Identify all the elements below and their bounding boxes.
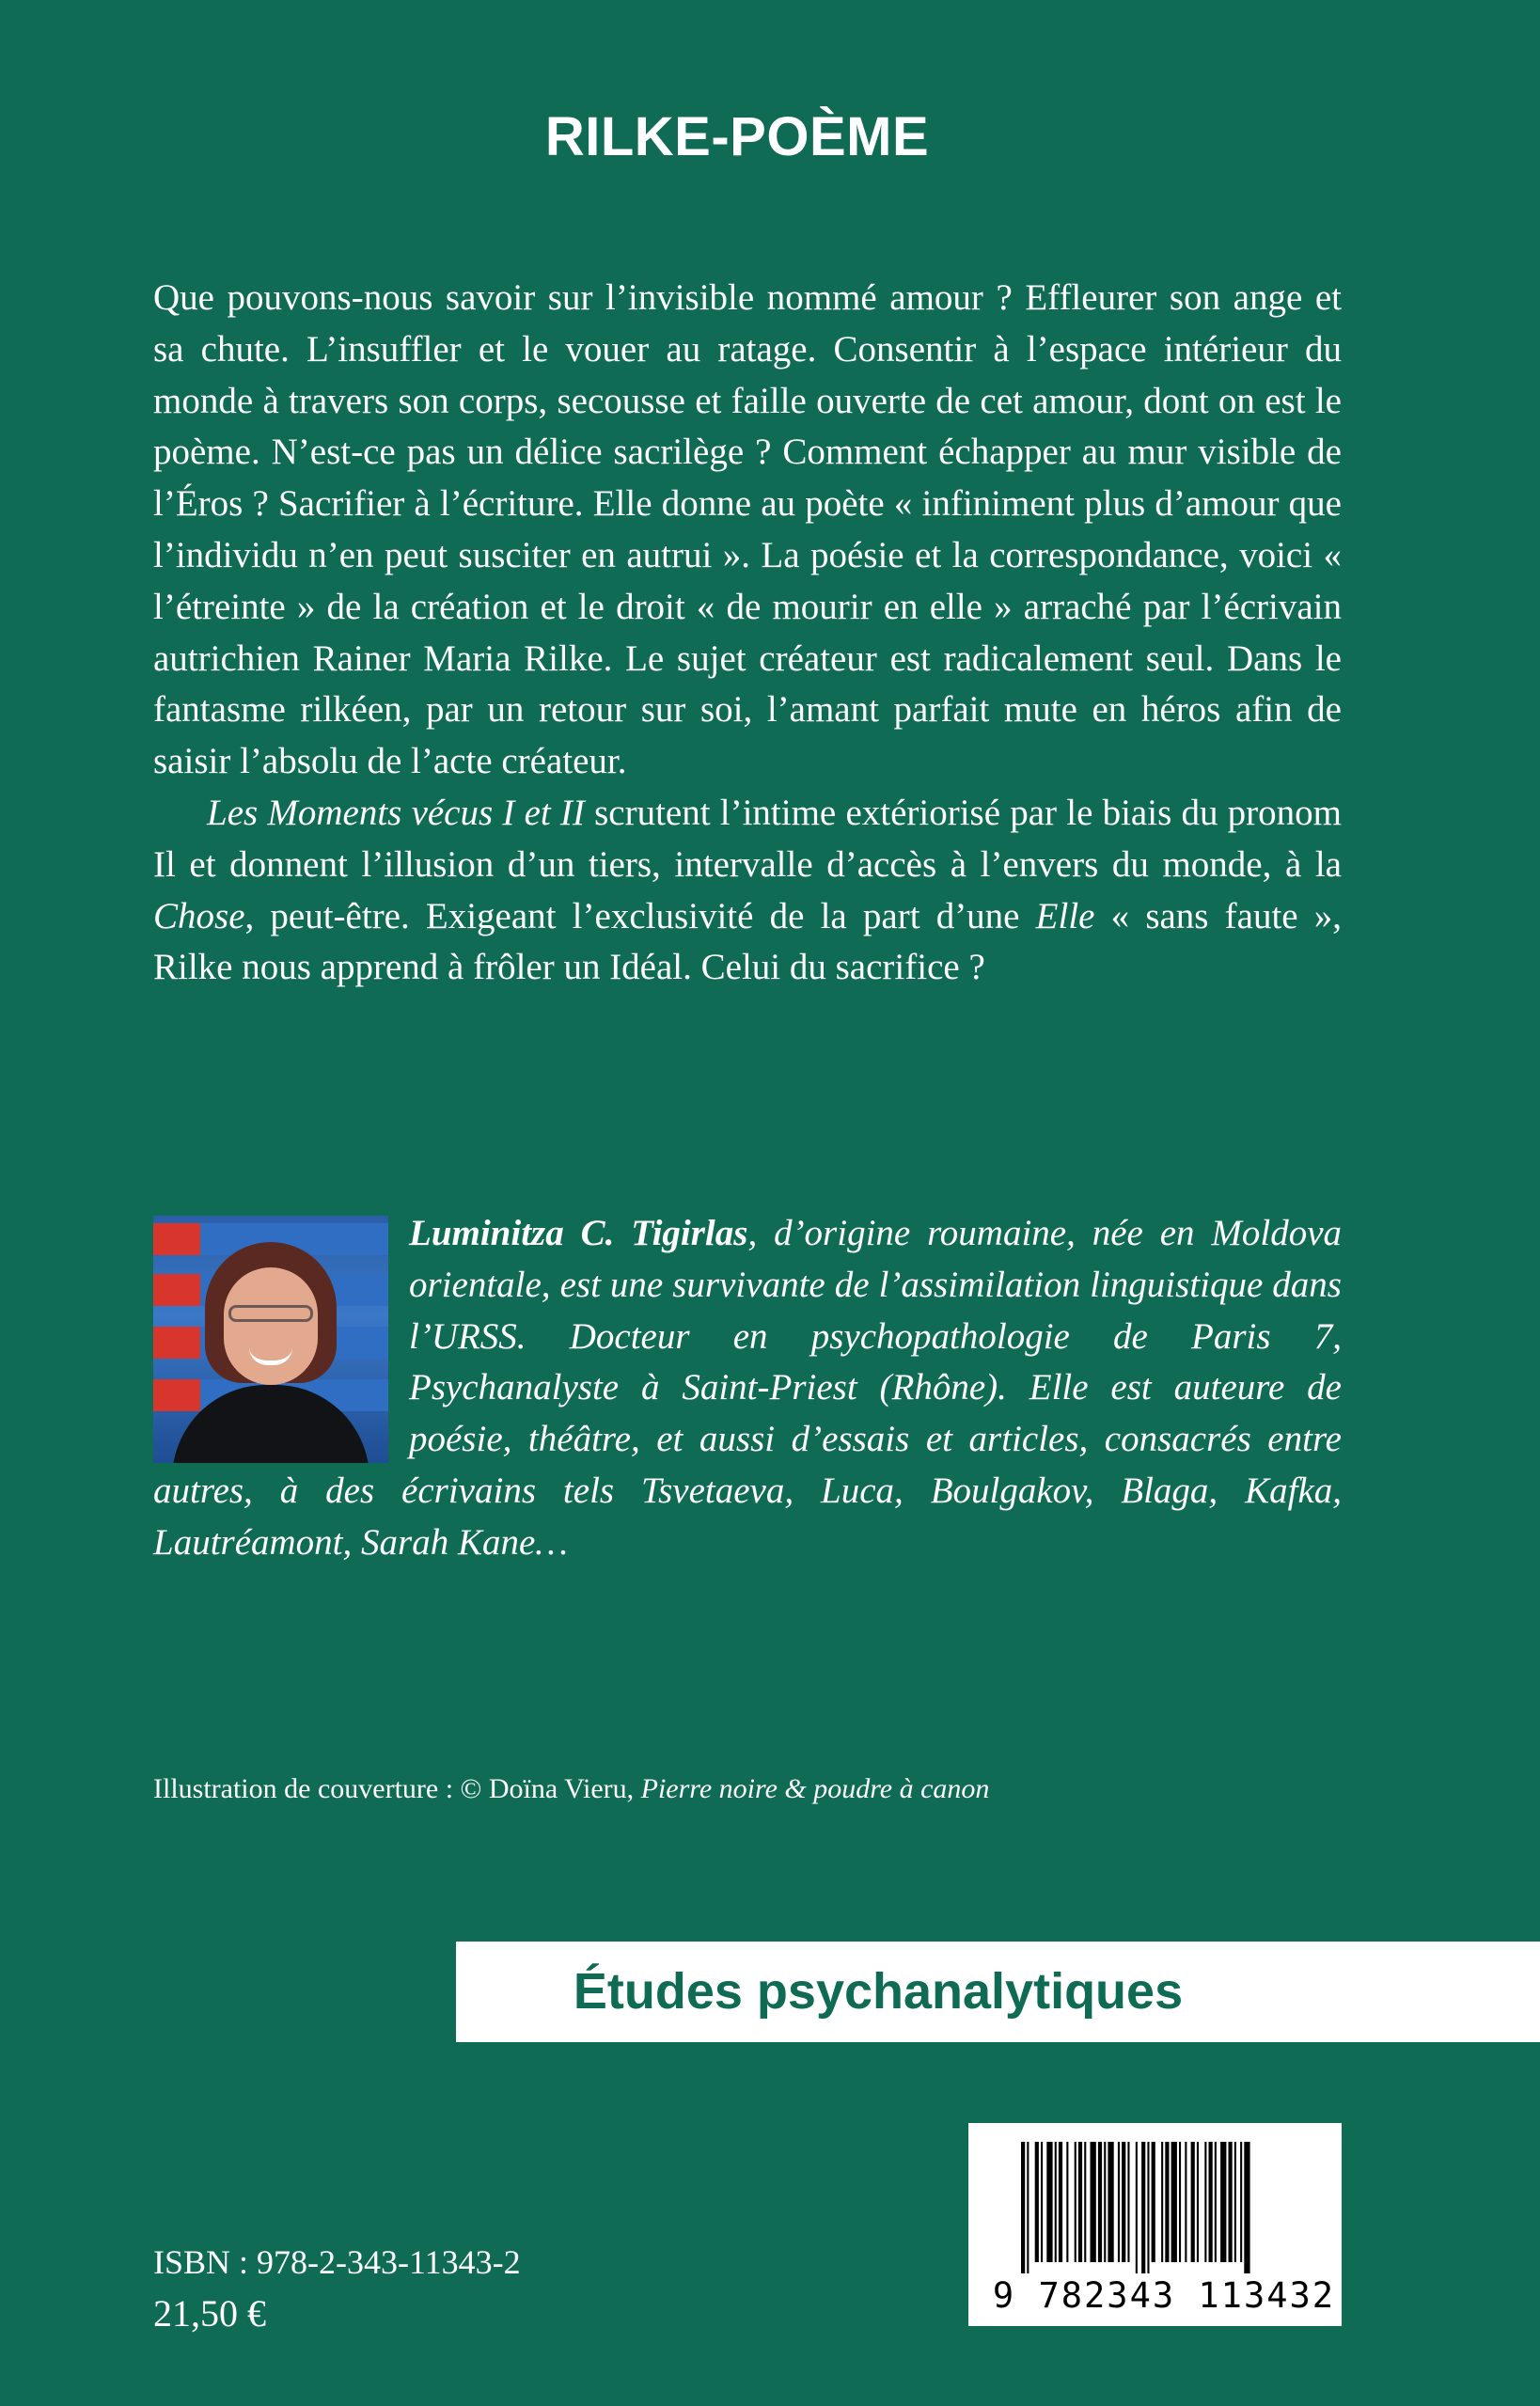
blurb-paragraph-1: Que pouvons-nous savoir sur l’invisible nommé amour ? Effleurer son ange et sa chute. L’insuffler et le vouer au ratage. Consentir à l’espace intérieur du monde à travers son corps, secousse et faille ouverte de cet amour, dont on est le poème. N’est-ce pas un délice sacrilège ? Comment échapper au mur visible de l’Éros ? Sacrifier à l’écriture. Elle donne au poète « infiniment plus d’amour que l’individu n’en peut susciter en autrui ». La poésie et la correspondance, voici « l’étreinte » de la création et le droit « de mourir en elle » arraché par l’écrivain autrichien Rainer Maria Rilke. Le sujet créateur est radicalement seul. Dans le fantasme rilkéen, par un retour sur soi, l’amant parfait mute en héros afin de saisir l’absolu de l’acte créateur. [153, 277, 1342, 782]
author-name: Luminitza C. Tigirlas [409, 1213, 748, 1253]
italic-elle: Elle [1035, 895, 1095, 936]
author-photo [153, 1216, 388, 1463]
author-bio: , d’origine roumaine, née en Moldova orientale, est une survivante de l’assimilation linguistique dans l’URSS. Docteur en psychopathologie de Paris 7, Psychanalyste à Saint-Priest (Rhône). Elle est auteure de poésie, théâtre, et aussi d’essais et articles, consacrés entre autres, à des écrivains tels Tsvetaeva, Luca, Boulgakov, Blaga, Kafka, Lautréamont, Sarah Kane… [153, 1213, 1342, 1563]
credit-work-title: Pierre noire & poudre à canon [640, 1773, 990, 1804]
credit-prefix: Illustration de couverture : © Doïna Vieru, [153, 1773, 641, 1804]
isbn: ISBN : 978-2-343-11343-2 [153, 2243, 521, 2281]
barcode-digits: 9 782343 113432 [992, 2275, 1336, 2316]
blurb-text-c: « sans faute », Rilke nous apprend à frôler un Idéal. Celui du sacrifice ? [153, 895, 1342, 988]
price: 21,50 € [153, 2292, 266, 2335]
book-title: RILKE-POÈME [544, 106, 930, 167]
barcode [968, 2123, 1342, 2326]
blurb-paragraph-2 [153, 788, 1342, 994]
cover-illustration-credit [153, 1773, 989, 1805]
work-title-moments-vecus: Les Moments vécus I et II [207, 792, 585, 833]
blurb-text-a: scrutent l’intime extériorisé par le biais du pronom Il et donnent l’illusion d’un tiers, intervalle d’accès à l’envers du monde, à la [153, 792, 1342, 885]
author-bio-section [153, 1208, 1342, 1569]
blurb-text-b: , peut-être. Exigeant l’exclusivité de la part d’une [244, 895, 1036, 936]
barcode-bars [1021, 2142, 1322, 2273]
italic-chose: Chose [153, 895, 245, 936]
series-band [456, 1942, 1540, 2042]
back-cover-blurb [153, 273, 1342, 994]
series-name: Études psychanalytiques [573, 1963, 1184, 2020]
